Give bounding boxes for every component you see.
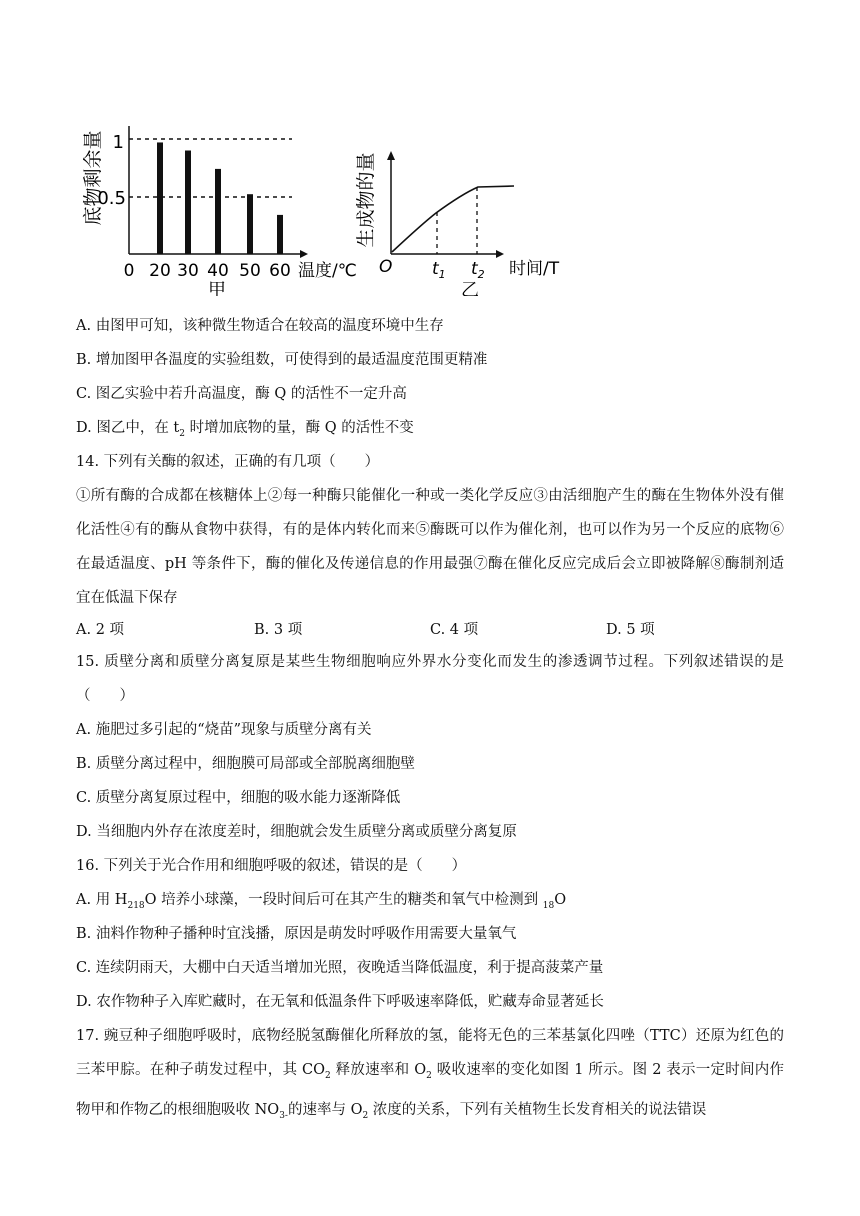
figures-svg [72, 106, 592, 296]
q13-option-b: B. 增加图甲各温度的实验组数，可使得到的最适温度范围更精准 [76, 352, 488, 368]
bar-50 [247, 194, 253, 254]
q16-option-b: B. 油料作物种子播种时宜浅播，原因是萌发时呼吸作用需要大量氧气 [76, 926, 517, 942]
x-tick-label-40: 40 [207, 261, 229, 281]
q13-option-a: A. 由图甲可知，该种微生物适合在较高的温度环境中生存 [76, 318, 444, 334]
q13-option-d: D. 图乙中，在 $t_2$ 时增加底物的量，酶 Q 的活性不变 [76, 420, 414, 439]
bar-40 [215, 169, 221, 254]
q13-option-c: C. 图乙实验中若升高温度，酶 Q 的活性不一定升高 [76, 386, 407, 402]
figure-b-caption: 乙 [461, 280, 479, 296]
figure-a-caption: 甲 [208, 280, 226, 296]
figure-b-ylabel: 生成物的量 [355, 152, 377, 248]
q14-stem: 14. 下列有关酶的叙述，正确的有几项（ ） [76, 454, 380, 470]
figure-b-xlabel: 时间/T [509, 259, 560, 279]
figure-a-x-ticks [124, 261, 291, 281]
figure-b-t1: $t_1$ [432, 259, 446, 281]
x-tick-label-60: 60 [269, 261, 291, 281]
q14-option-d: D. 5 项 [606, 622, 655, 638]
q15-option-b: B. 质壁分离过程中，细胞膜可局部或全部脱离细胞壁 [76, 756, 415, 772]
bar-60 [277, 215, 283, 254]
q15-option-d: D. 当细胞内外存在浓度差时，细胞就会发生质壁分离或质壁分离复原 [76, 824, 517, 840]
figure-a-ylabel: 底物剩余量 [82, 130, 104, 226]
q14-option-a: A. 2 项 [76, 622, 125, 638]
figure-b-curve [392, 186, 514, 252]
bar-20 [157, 142, 163, 254]
q16-stem: 16. 下列关于光合作用和细胞呼吸的叙述，错误的是（ ） [76, 858, 467, 874]
q14-option-c: C. 4 项 [430, 622, 479, 638]
figure-a-xlabel: 温度/℃ [298, 261, 357, 281]
figure-a-ytick-05: 0.5 [97, 188, 126, 209]
figures [72, 106, 592, 300]
figure-a-bars [157, 142, 283, 254]
figure-b-y-arrow [387, 151, 395, 160]
q15-option-a: A. 施肥过多引起的“烧苗”现象与质壁分离有关 [76, 722, 372, 738]
figure-b-x-arrow [496, 250, 504, 258]
q16-option-d: D. 农作物种子入库贮藏时，在无氧和低温条件下呼吸速率降低，贮藏寿命显著延长 [76, 994, 604, 1010]
figure-b [355, 151, 560, 296]
q17-text: 17. 豌豆种子细胞呼吸时，底物经脱氢酶催化所释放的氢，能将无色的三苯基氯化四唑（TTC）还原为红色的三苯甲腙。在种子萌发过程中，其 $CO_2$ 释放速率和 $O_2$ 吸收速率的变化如图 1 所示。图 2 表示一定时间内作物甲和作物乙的根细胞吸收 $NO_{3-}$的速率与 $O_2$ 浓度的关系，下列有关植物生长发育相关的说法错误 [76, 1028, 785, 1121]
bar-30 [185, 151, 191, 255]
x-tick-label-50: 50 [239, 261, 261, 281]
x-tick-label-0: 0 [123, 261, 135, 281]
figure-a [82, 126, 357, 296]
q16-option-a: A. 用 $H_{218}O$ 培养小球藻，一段时间后可在其产生的糖类和氧气中检测到 $_{18}$O [76, 892, 567, 911]
figure-b-origin: O [379, 257, 393, 277]
q15-option-c: C. 质壁分离复原过程中，细胞的吸水能力逐渐降低 [76, 790, 401, 806]
figure-b-t2: $t_2$ [471, 259, 485, 281]
figure-a-x-arrow [300, 250, 308, 258]
q14-option-b: B. 3 项 [254, 622, 303, 638]
x-tick-label-30: 30 [177, 261, 199, 281]
q14-body: ①所有酶的合成都在核糖体上②每一种酶只能催化一种或一类化学反应③由活细胞产生的酶在生物体外没有催化活性④有的酶从食物中获得，有的是体内转化而来⑤酶既可以作为催化剂，也可以作为另一个反应的底物⑥在最适温度、pH 等条件下，酶的催化及传递信息的作用最强⑦酶在催化反应完成后会立即被降解⑧酶制剂适宜在低温下保存 [76, 488, 784, 606]
q16-option-c: C. 连续阴雨天，大棚中白天适当增加光照，夜晚适当降低温度，利于提高菠菜产量 [76, 960, 604, 976]
figure-a-ytick-1: 1 [112, 132, 124, 153]
q15-stem: 15. 质壁分离和质壁分离复原是某些生物细胞响应外界水分变化而发生的渗透调节过程。下列叙述错误的是（ ） [76, 654, 784, 704]
x-tick-label-20: 20 [149, 261, 171, 281]
